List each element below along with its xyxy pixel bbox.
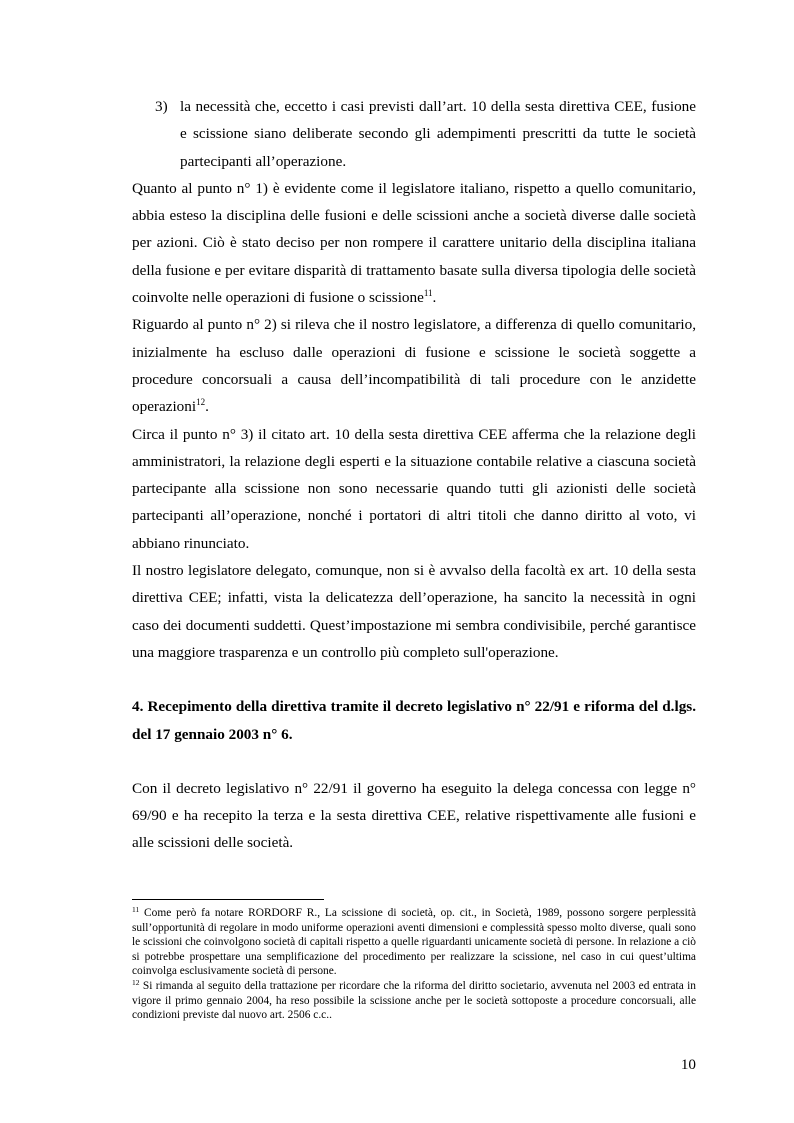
paragraph-end: .: [432, 289, 437, 307]
footnote-number: 11: [132, 905, 140, 914]
footnotes: [132, 906, 696, 1023]
list-item-3: [132, 93, 696, 175]
paragraph-point-3: Circa il punto n° 3) il citato art. 10 della sesta direttiva CEE afferma che la relazione degli amministratori, la relazione degli esperti e la situazione contabile relative a ciascuna società partecipante alla scissione non sono necessarie quando tutti gli azionisti delle società partecipanti all’operazione, nonché i portatori di altri titoli che danno diritto al voto, vi abbiano rinunciato.: [132, 425, 696, 552]
footnote-11: [132, 906, 696, 979]
footnote-reference-12[interactable]: 12: [196, 397, 206, 408]
page-number: 10: [680, 1056, 696, 1073]
paragraph-text: Quanto al punto n° 1) è evidente come il legislatore italiano, rispetto a quello comunitario, abbia esteso la disciplina delle fusioni e delle scissioni anche a società diverse dalle società per azioni. Ciò è stato deciso per non rompere il carattere unitario della disciplina italiana della fusione e per evitare disparità di trattamento basate sulla diversa tipologia delle società coinvolte nelle operazioni di fusione o scissione: [132, 179, 696, 307]
paragraph-decree: Con il decreto legislativo n° 22/91 il governo ha eseguito la delega concessa con legge n° 69/90 e ha recepito la terza e la sesta direttiva CEE, relative rispettivamente alle fusioni e alle scissioni delle società.: [132, 779, 696, 852]
paragraph-point-2: [132, 311, 696, 420]
page-body: [132, 93, 696, 857]
spacer: [132, 748, 696, 775]
footnote-reference-11[interactable]: 11: [423, 288, 433, 299]
paragraph-text: Riguardo al punto n° 2) si rileva che il nostro legislatore, a differenza di quello comunitario, inizialmente ha escluso dalle operazioni di fusione e scissione le società soggette a procedure concorsuali a causa dell’incompatibilità di tali procedure con le anzidette operazioni: [132, 316, 696, 416]
list-item-text: la necessità che, eccetto i casi previsti dall’art. 10 della sesta direttiva CEE, fusione e scissione siano deliberate secondo gli adempimenti prescritti da tutte le società partecipanti all’operazione.: [180, 98, 696, 170]
list-item-number: 3): [155, 98, 168, 115]
footnote-number: 12: [132, 977, 140, 987]
paragraph-legislator: Il nostro legislatore delegato, comunque, non si è avvalso della facoltà ex art. 10 della sesta direttiva CEE; infatti, vista la delicatezza dell’operazione, ha sancito la necessità in ogni caso dei documenti suddetti. Quest’impostazione mi sembra condivisibile, perché garantisce una maggiore trasparenza e un controllo più completo sull'operazione.: [132, 562, 696, 661]
section-heading: 4. Recepimento della direttiva tramite il decreto legislativo n° 22/91 e riforma del d.lgs. del 17 gennaio 2003 n° 6.: [132, 698, 696, 743]
footnote-text: Si rimanda al seguito della trattazione per ricordare che la riforma del diritto societario, avvenuta nel 2003 ed entrata in vigore il primo gennaio 2004, ha reso possibile la scissione anche per le società sottoposte a procedure concorsuali, alle condizioni previste dal nuovo art. 2506 c.c..: [132, 979, 696, 1022]
paragraph-end: .: [205, 398, 209, 416]
paragraph-point-1: [132, 175, 696, 311]
footnote-text: Come però fa notare RORDORF R., La scissione di società, op. cit., in Società, 1989, possono sorgere perplessità sull’opportunità di regolare in modo uniforme operazioni aventi dimensioni e complessità spesso molto diverse, quali sono le scissioni che coinvolgono società di capitali rispetto a quelle riguardanti unicamente società di persone. In relazione a ciò si potrebbe prospettare una semplificazione del procedimento per realizzare la scissione, nel caso in cui quest’ultima coinvolga esclusivamente società di persone.: [132, 907, 696, 978]
footnote-divider: [132, 899, 324, 900]
footnote-12: [132, 979, 696, 1023]
